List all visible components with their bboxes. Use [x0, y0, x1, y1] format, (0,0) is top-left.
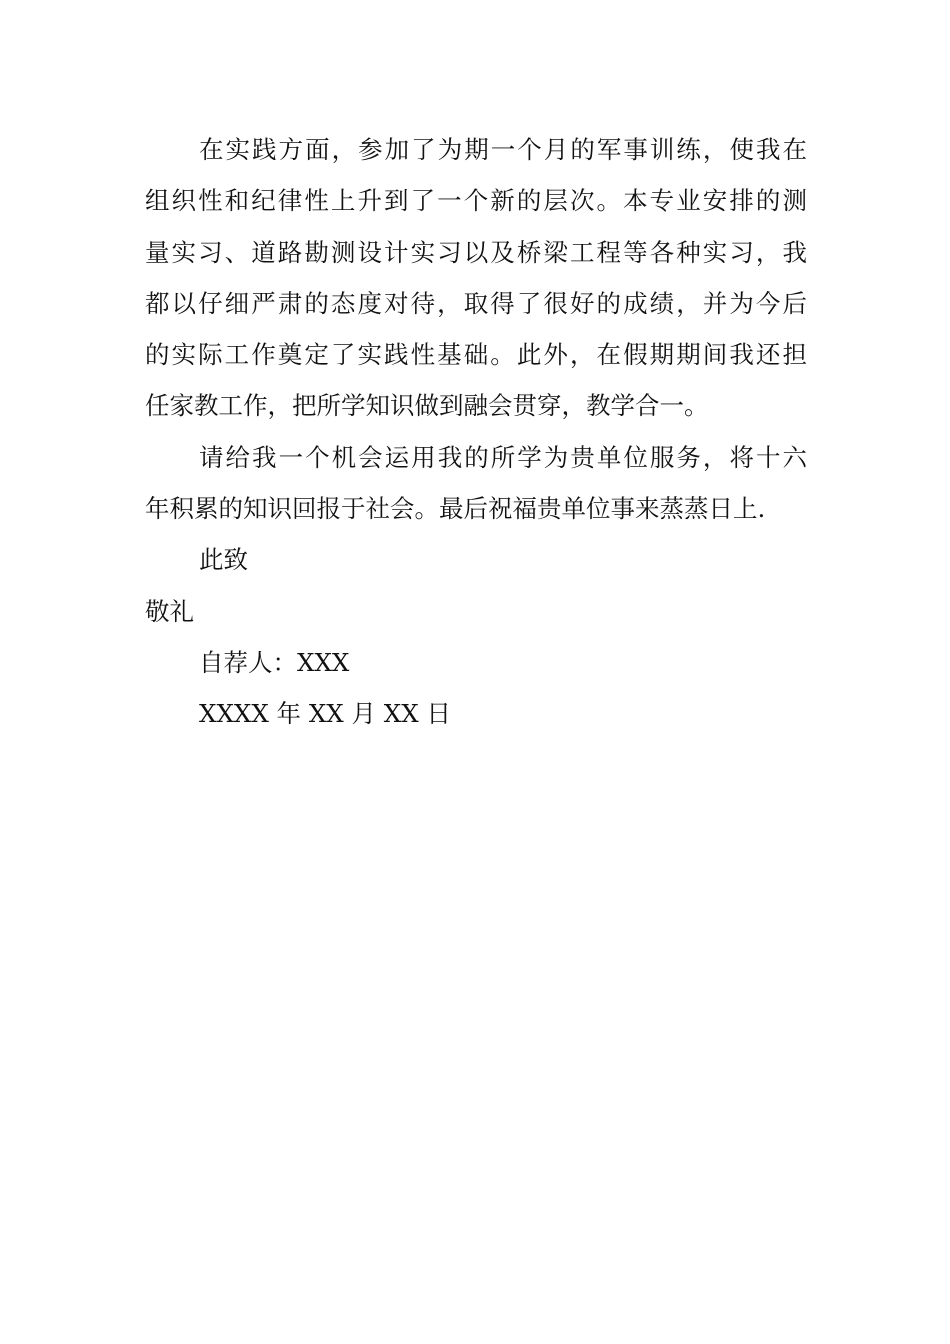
salutation: 敬礼 — [145, 596, 194, 626]
paragraph-line: 年积累的知识回报于社会。最后祝福贵单位事来蒸蒸日上. — [145, 494, 766, 524]
paragraph-line: 的实际工作奠定了实践性基础。此外，在假期期间我还担 — [145, 340, 807, 370]
signature: 自荐人：XXX — [199, 647, 350, 677]
paragraph-line: 都以仔细严肃的态度对待，取得了很好的成绩，并为今后 — [145, 288, 807, 318]
paragraph-line: 请给我一个机会运用我的所学为贵单位服务，将十六 — [199, 442, 807, 472]
paragraph-practice — [145, 124, 807, 432]
letter-body — [145, 124, 807, 740]
paragraph-line: 组织性和纪律性上升到了一个新的层次。本专业安排的测 — [145, 186, 807, 216]
date-line: XXXX 年 XX 月 XX 日 — [199, 699, 451, 729]
paragraph-line: 量实习、道路勘测设计实习以及桥梁工程等各种实习，我 — [145, 237, 807, 267]
paragraph-request — [145, 432, 807, 535]
paragraph-line: 任家教工作，把所学知识做到融会贯穿，教学合一。 — [145, 391, 709, 421]
closing-phrase: 此致 — [199, 545, 248, 575]
paragraph-line: 在实践方面，参加了为期一个月的军事训练，使我在 — [199, 135, 807, 164]
